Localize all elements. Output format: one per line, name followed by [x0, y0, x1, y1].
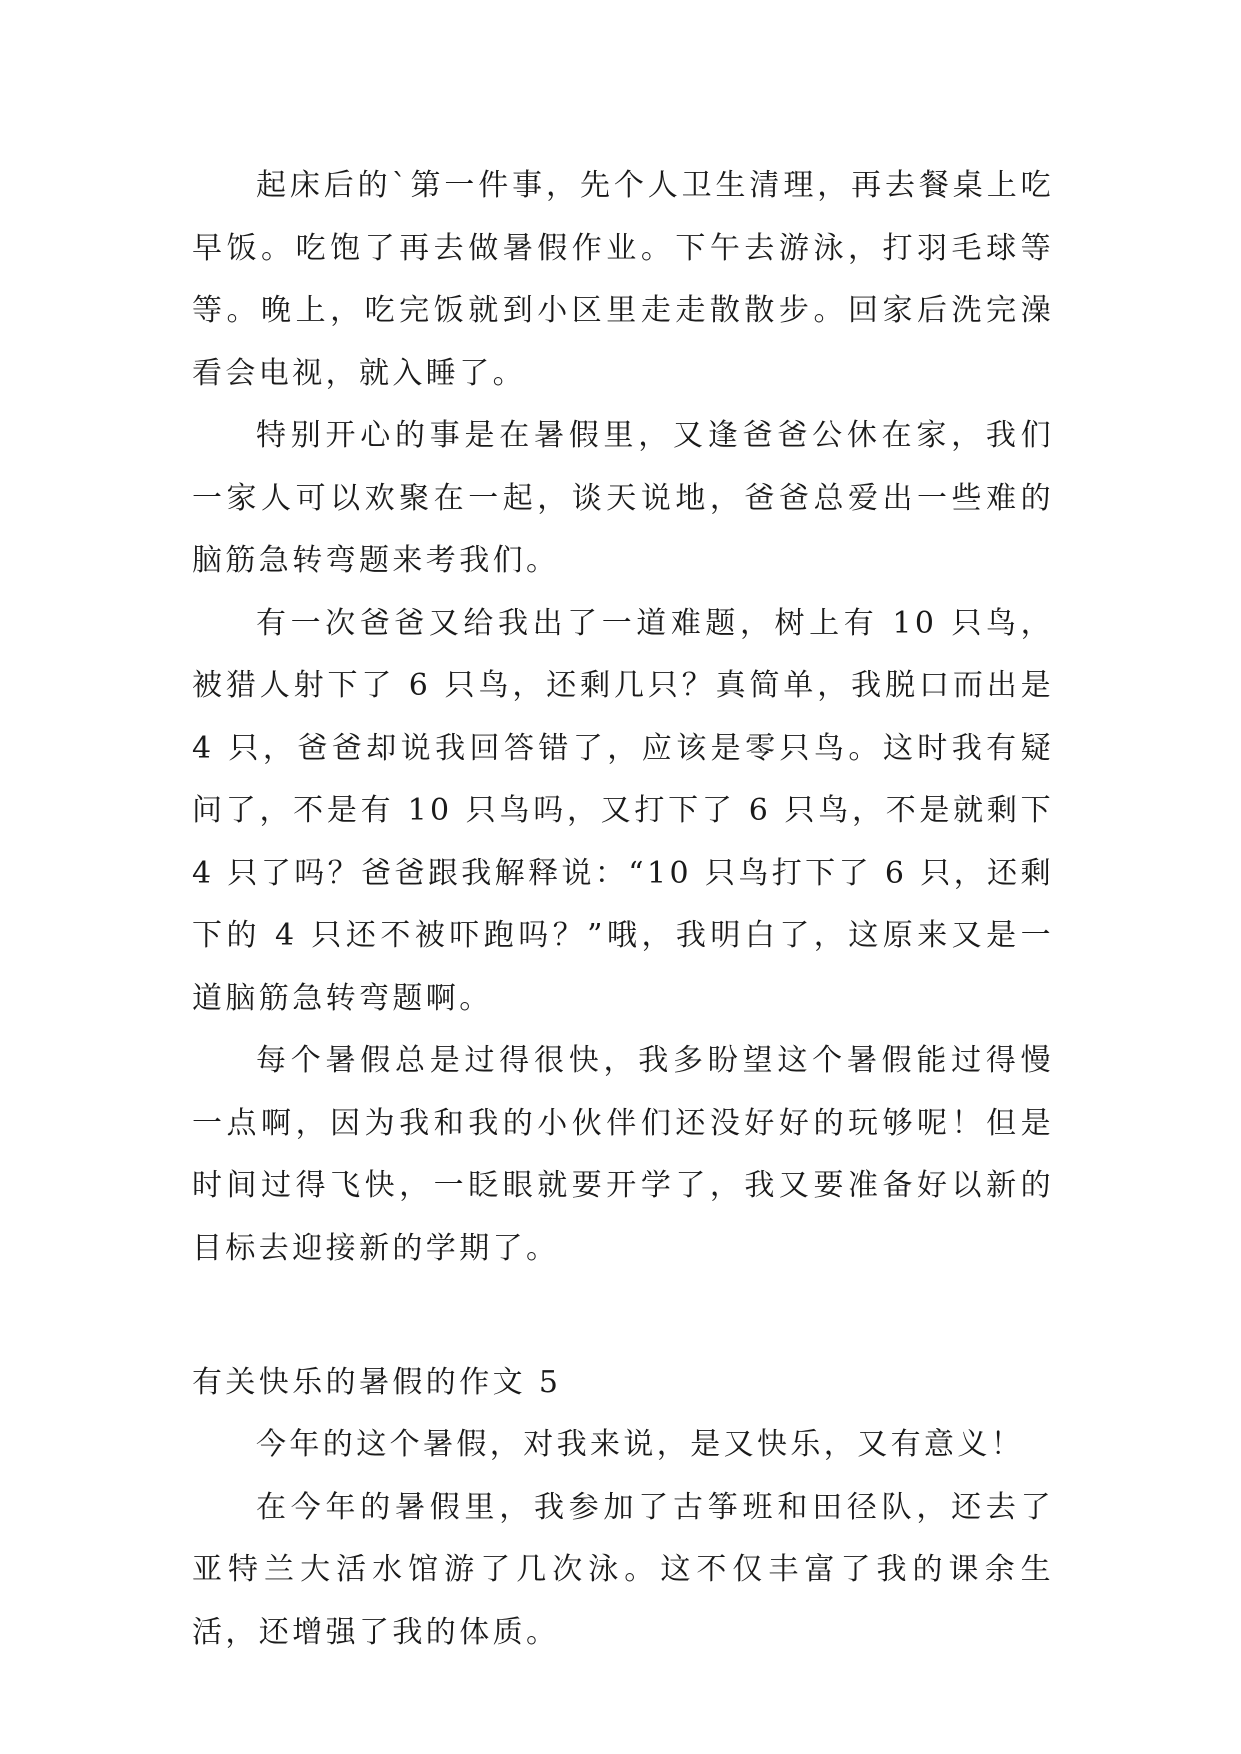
paragraph-summer-ending: 每个暑假总是过得很快，我多盼望这个暑假能过得慢一点啊，因为我和我的小伙伴们还没好好的玩够呢！但是时间过得飞快，一眨眼就要开学了，我又要准备好以新的目标去迎接新的学期了。	[192, 1043, 1054, 1266]
paragraph-bird-riddle: 有一次爸爸又给我出了一道难题，树上有 10 只鸟，被猎人射下了 6 只鸟，还剩几只？真简单，我脱口而出是 4 只，爸爸却说我回答错了，应该是零只鸟。这时我有疑问了，不是有 10 只鸟吗，又打下了 6 只鸟，不是就剩下 4 只了吗？爸爸跟我解释说：“10 只鸟打下了 6 只，还剩下的 4 只还不被吓跑吗？”哦，我明白了，这原来又是一道脑筋急转弯题啊。	[192, 605, 1067, 1016]
essay-heading: 有关快乐的暑假的作文 5	[192, 1365, 562, 1400]
paragraph-activities: 在今年的暑假里，我参加了古筝班和田径队，还去了亚特兰大活水馆游了几次泳。这不仅丰富了我的课余生活，还增强了我的体质。	[192, 1489, 1054, 1650]
document-page	[192, 155, 1067, 1664]
section-gap	[192, 1280, 1054, 1352]
paragraph-intro: 今年的这个暑假，对我来说，是又快乐，又有意义！	[256, 1427, 1025, 1462]
paragraph-family-time: 特别开心的事是在暑假里，又逢爸爸公休在家，我们一家人可以欢聚在一起，谈天说地，爸爸总爱出一些难的脑筋急转弯题来考我们。	[192, 418, 1054, 578]
paragraph-morning-routine: 起床后的`第一件事，先个人卫生清理，再去餐桌上吃早饭。吃饱了再去做暑假作业。下午去游泳，打羽毛球等等。晚上，吃完饭就到小区里走走散散步。回家后洗完澡看会电视，就入睡了。	[192, 168, 1054, 391]
